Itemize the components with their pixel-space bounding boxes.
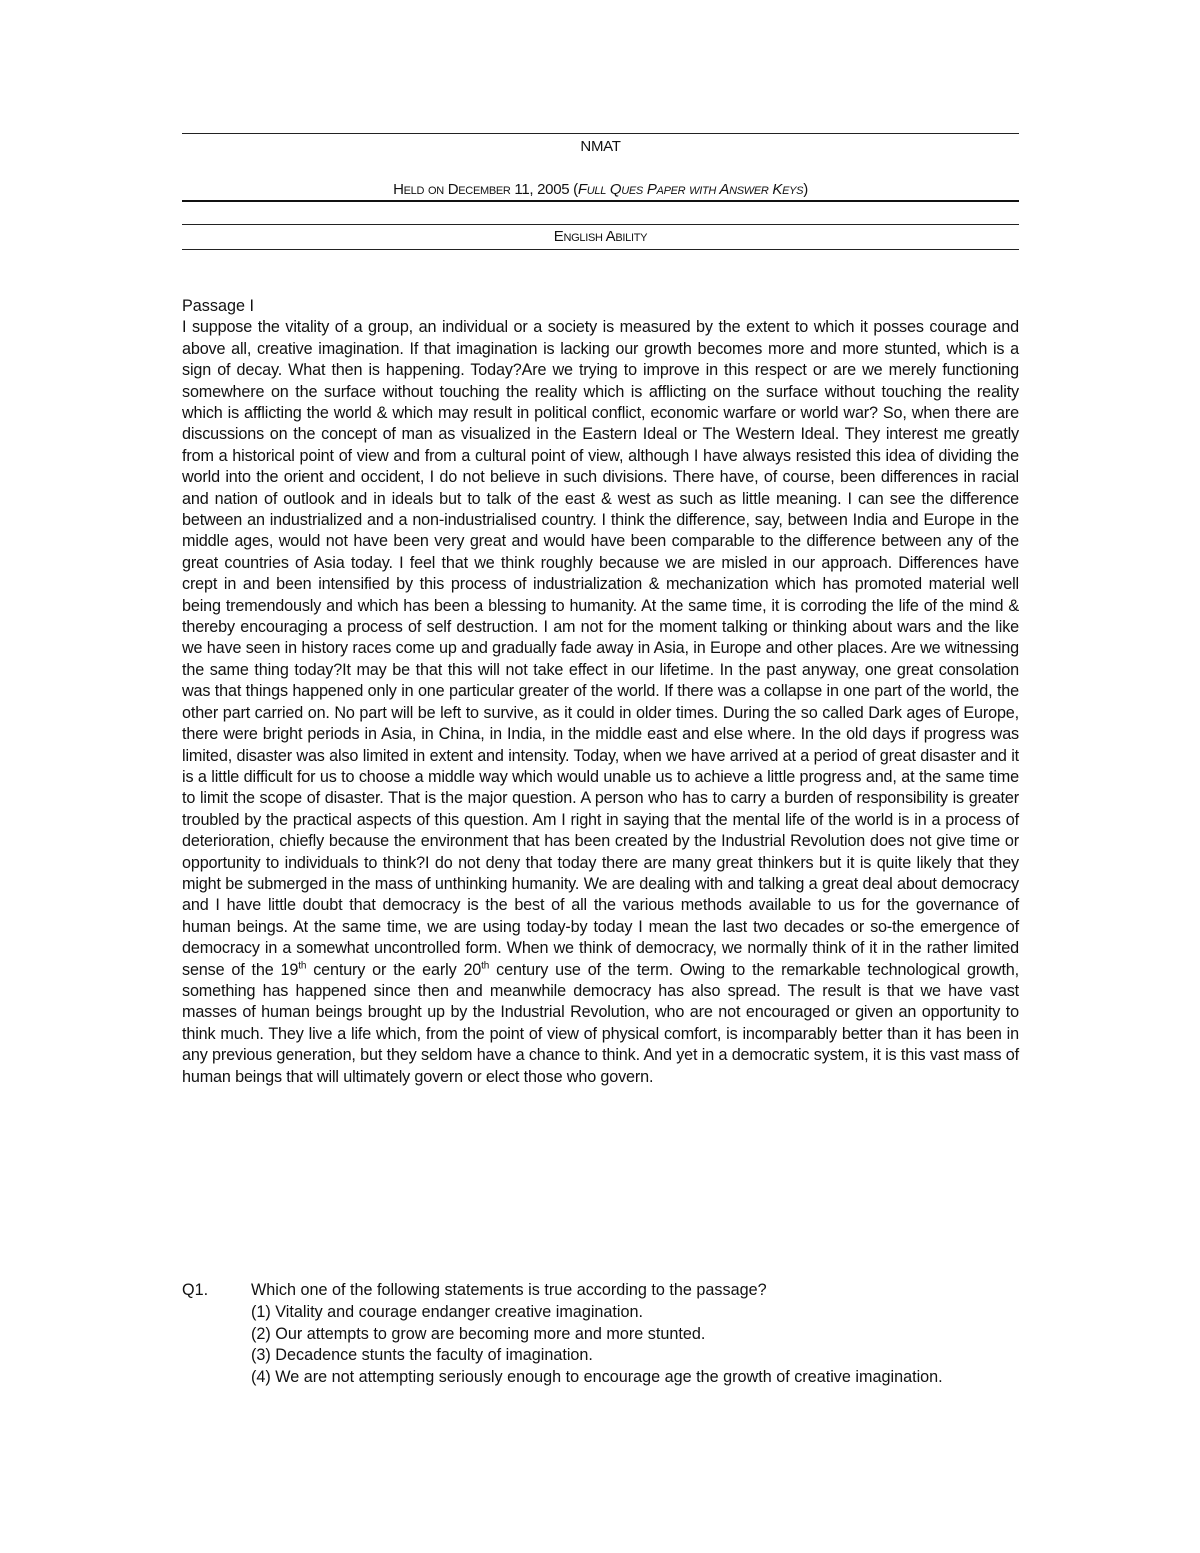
- section-title: English Ability: [553, 228, 648, 245]
- passage-text-part-1: I suppose the vitality of a group, an individual or a society is measured by the extent to which it posses courage and above all, creative imagination. If that imagination is lacking our growth becomes more and more stunted, which is a sign of decay. What then is happening. Today?Are we trying to improve in this respect or are we merely functioning somewhere on the surface without touching the reality which is afflicting on the surface without touching the reality which is afflicting the world & which may result in political conflict, economic warfare or world war? So, when there are discussions on the concept of man as visualized in the Eastern Ideal or The Western Ideal. They interest me greatly from a historical point of view and from a cultural point of view, although I have always resisted this idea of dividing the world into the orient and occident, I do not believe in such divisions. There have, of course, been differences in racial and nation of outlook and in ideals but to talk of the east & west as such as little meaning. I can see the difference between an industrialized and a non-industrialised country. I think the difference, say, between India and Europe in the middle ages, would not have been very great and would have been comparable to the difference between any of the great countries of Asia today. I feel that we think roughly because we are misled in our approach. Differences have crept in and been intensified by this process of industrialization & mechanization which has promoted material well being tremendously and which has been a blessing to humanity. At the same time, it is corroding the life of the mind & thereby encouraging a process of self destruction. I am not for the moment talking or thinking about wars and the like we have seen in history races come up and gradually fade away in Asia, in Europe and other places. Are we witnessing the same thing today?It may be that this will not take effect in our lifetime. In the past anyway, one great consolation was that things happened only in one particular greater of the world. If there was a collapse in one part of the world, the other part carried on. No part will be left to survive, as it could in older times. During the so called Dark ages of Europe, there were bright periods in Asia, in China, in India, in the middle east and else where. In the old days if progress was limited, disaster was also limited in extent and intensity. Today, when we have arrived at a period of great disaster and it is a little difficult for us to choose a middle way which would unable us to achieve a little progress and, at the same time to limit the scope of disaster. That is the major question. A person who has to carry a burden of responsibility is greater troubled by the practical aspects of this question. Am I right in saying that the mental life of the world is in a process of deterioration, chiefly because the environment that has been created by the Industrial Revolution does not give time or opportunity to individuals to think?I do not deny that today there are many great thinkers but it is quite likely that they might be submerged in the mass of unthinking humanity. We are dealing with and talking a great deal about democracy and I have little doubt that democracy is the best of all the various methods available to us for the governance of human beings. At the same time, we are using today-by today I mean the last two decades or so-the emergence of democracy in a somewhat uncontrolled form. When we think of democracy, we normally think of it in the rather limited sense of the 19: [182, 318, 1019, 979]
- question-number: Q1.: [182, 1281, 209, 1299]
- exam-title: NMAT: [580, 138, 621, 155]
- question-row: [182, 1280, 1019, 1302]
- section-top-rule: [182, 224, 1019, 225]
- option-1: (1) Vitality and courage endanger creative imagination.: [251, 1302, 644, 1321]
- option-4: (4) We are not attempting seriously enough to encourage age the growth of creative imagination.: [251, 1368, 943, 1387]
- passage-text-part-2: century or the early 20: [306, 960, 482, 979]
- passage-text-part-3: century use of the term. Owing to the remarkable technological growth, something has happened since then and meanwhile democracy has also spread. The result is that we have vast masses of human beings brought up by the Industrial Revolution, who are not encouraged or given an opportunity to think much. They live a life which, from the point of view of physical comfort, is incomparably better than it has been in any previous generation, but they seldom have a chance to think. And yet in a democratic system, it is this vast mass of human beings that will ultimately govern or elect those who govern.: [182, 960, 1019, 1086]
- option-3: (3) Decadence stunts the faculty of imagination.: [251, 1346, 593, 1365]
- question-options: [251, 1302, 1019, 1389]
- question-text: Which one of the following statements is true according to the passage?: [251, 1281, 767, 1299]
- header-middle-rule: [182, 200, 1019, 202]
- exam-date-italic: Full Ques Paper with Answer Keys: [577, 181, 804, 198]
- ordinal-suffix-19: th: [298, 960, 307, 972]
- question-1: [182, 1280, 1019, 1389]
- option-2: (2) Our attempts to grow are becoming more and more stunted.: [251, 1324, 706, 1343]
- exam-date-prefix: Held on December 11, 2005 (: [393, 181, 578, 198]
- ordinal-suffix-20: th: [481, 960, 490, 972]
- passage: [182, 296, 1019, 1088]
- passage-body: [182, 317, 1019, 1088]
- header-top-rule: [182, 133, 1019, 134]
- passage-title: Passage I: [182, 297, 254, 315]
- exam-date-suffix: ): [803, 181, 808, 198]
- exam-date-line: [182, 180, 1019, 200]
- section-bottom-rule: [182, 249, 1019, 250]
